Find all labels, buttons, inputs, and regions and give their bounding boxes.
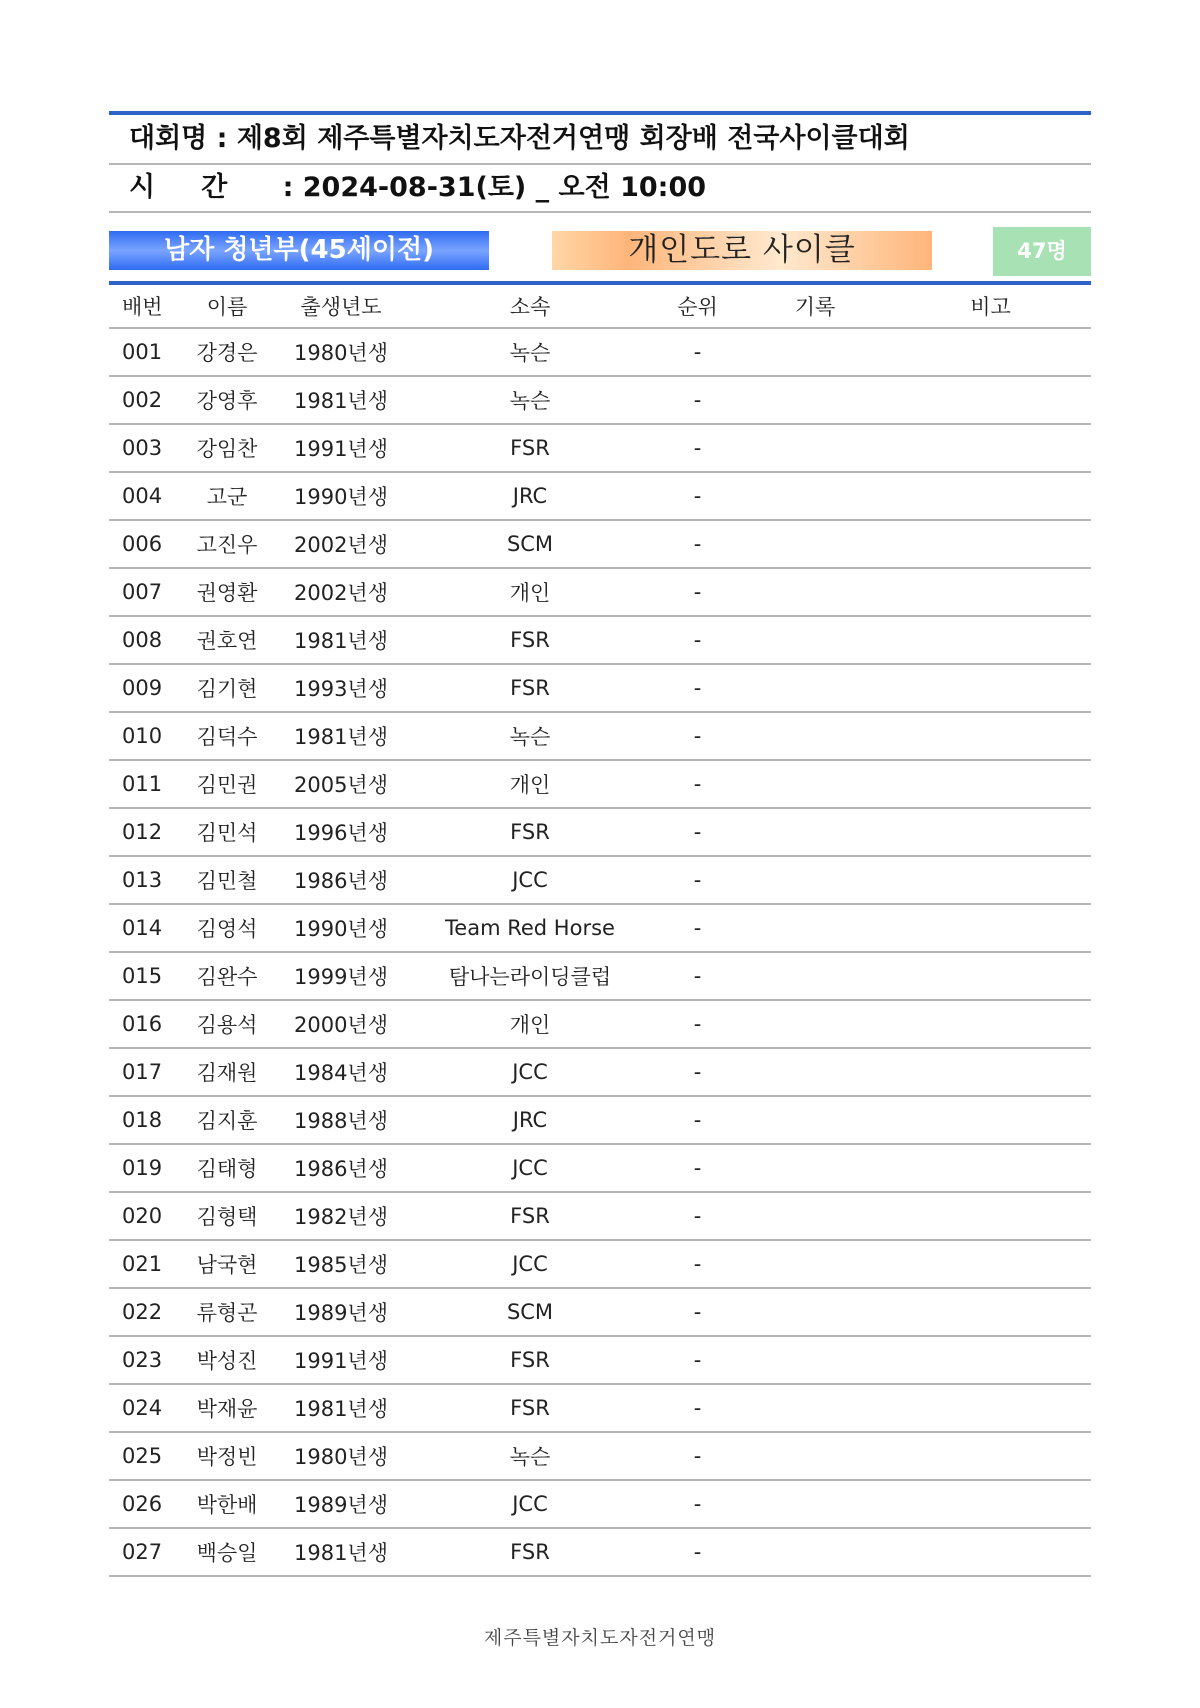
cell-rank: -	[655, 664, 740, 712]
cell-team: JCC	[405, 856, 655, 904]
cell-record	[740, 760, 890, 808]
table-row	[109, 664, 1091, 712]
cell-rank: -	[655, 1096, 740, 1144]
cell-bib: 024	[109, 1384, 177, 1432]
cell-record	[740, 1528, 890, 1576]
cell-birth-year: 1990년생	[277, 472, 405, 520]
cell-note	[890, 1336, 1091, 1384]
cell-team: JCC	[405, 1048, 655, 1096]
cell-rank: -	[655, 1048, 740, 1096]
cell-rank: -	[655, 1528, 740, 1576]
cell-bib: 012	[109, 808, 177, 856]
cell-rank: -	[655, 1192, 740, 1240]
cell-rank: -	[655, 952, 740, 1000]
cell-name: 박성진	[177, 1336, 277, 1384]
table-row	[109, 1192, 1091, 1240]
cell-name: 김지훈	[177, 1096, 277, 1144]
cell-team: JRC	[405, 1096, 655, 1144]
cell-bib: 017	[109, 1048, 177, 1096]
table-row	[109, 1432, 1091, 1480]
cell-note	[890, 904, 1091, 952]
header-record: 기록	[740, 285, 890, 328]
cell-bib: 002	[109, 376, 177, 424]
cell-note	[890, 760, 1091, 808]
cell-name: 류형곤	[177, 1288, 277, 1336]
cell-team: 녹슨	[405, 328, 655, 376]
cell-birth-year: 1990년생	[277, 904, 405, 952]
cell-birth-year: 1986년생	[277, 1144, 405, 1192]
cell-team: 녹슨	[405, 712, 655, 760]
cell-team: 개인	[405, 1000, 655, 1048]
cell-bib: 011	[109, 760, 177, 808]
cell-team: FSR	[405, 1528, 655, 1576]
cell-birth-year: 2002년생	[277, 568, 405, 616]
time-value: : 2024-08-31(토) _ 오전 10:00	[273, 172, 707, 203]
cell-birth-year: 2002년생	[277, 520, 405, 568]
footer-organization: 제주특별자치도자전거연맹	[483, 1627, 717, 1649]
cell-team: FSR	[405, 424, 655, 472]
entry-list-page	[109, 111, 1091, 1577]
cell-note	[890, 1144, 1091, 1192]
cell-birth-year: 1991년생	[277, 424, 405, 472]
cell-note	[890, 808, 1091, 856]
cell-record	[740, 568, 890, 616]
cell-team: JCC	[405, 1240, 655, 1288]
cell-bib: 001	[109, 328, 177, 376]
cell-name: 강영후	[177, 376, 277, 424]
cell-note	[890, 1528, 1091, 1576]
cell-bib: 004	[109, 472, 177, 520]
cell-bib: 018	[109, 1096, 177, 1144]
cell-record	[740, 856, 890, 904]
cell-team: FSR	[405, 664, 655, 712]
cell-record	[740, 1480, 890, 1528]
cell-name: 김태형	[177, 1144, 277, 1192]
cell-bib: 026	[109, 1480, 177, 1528]
cell-note	[890, 1192, 1091, 1240]
competition-title: 대회명 : 제8회 제주특별자치도자전거연맹 회장배 전국사이클대회	[109, 115, 1091, 165]
table-row	[109, 760, 1091, 808]
cell-team: FSR	[405, 808, 655, 856]
cell-rank: -	[655, 808, 740, 856]
cell-team: JCC	[405, 1480, 655, 1528]
cell-birth-year: 1981년생	[277, 1384, 405, 1432]
cell-birth-year: 1986년생	[277, 856, 405, 904]
cell-record	[740, 1384, 890, 1432]
cell-bib: 013	[109, 856, 177, 904]
cell-rank: -	[655, 376, 740, 424]
cell-record	[740, 1336, 890, 1384]
cell-bib: 020	[109, 1192, 177, 1240]
cell-birth-year: 1996년생	[277, 808, 405, 856]
cell-rank: -	[655, 760, 740, 808]
cell-record	[740, 520, 890, 568]
cell-record	[740, 424, 890, 472]
cell-bib: 022	[109, 1288, 177, 1336]
cell-team: FSR	[405, 1336, 655, 1384]
cell-name: 권호연	[177, 616, 277, 664]
time-label: 시간	[129, 172, 274, 203]
cell-record	[740, 1288, 890, 1336]
cell-record	[740, 328, 890, 376]
cell-name: 박재윤	[177, 1384, 277, 1432]
cell-name: 남국현	[177, 1240, 277, 1288]
cell-record	[740, 616, 890, 664]
cell-record	[740, 1432, 890, 1480]
header-rank: 순위	[655, 285, 740, 328]
cell-team: 녹슨	[405, 376, 655, 424]
cell-team: 녹슨	[405, 1432, 655, 1480]
cell-name: 김기현	[177, 664, 277, 712]
table-row	[109, 952, 1091, 1000]
cell-rank: -	[655, 424, 740, 472]
cell-bib: 003	[109, 424, 177, 472]
table-row	[109, 808, 1091, 856]
cell-bib: 009	[109, 664, 177, 712]
cell-name: 김민권	[177, 760, 277, 808]
cell-bib: 016	[109, 1000, 177, 1048]
cell-bib: 021	[109, 1240, 177, 1288]
cell-note	[890, 472, 1091, 520]
table-row	[109, 376, 1091, 424]
cell-note	[890, 856, 1091, 904]
cell-team: 탐나는라이딩클럽	[405, 952, 655, 1000]
header-birth-year: 출생년도	[277, 285, 405, 328]
table-row	[109, 1480, 1091, 1528]
table-row	[109, 904, 1091, 952]
cell-team: FSR	[405, 1192, 655, 1240]
cell-birth-year: 1981년생	[277, 376, 405, 424]
cell-rank: -	[655, 712, 740, 760]
cell-birth-year: 1985년생	[277, 1240, 405, 1288]
cell-team: Team Red Horse	[405, 904, 655, 952]
cell-birth-year: 2005년생	[277, 760, 405, 808]
table-row	[109, 1240, 1091, 1288]
cell-birth-year: 2000년생	[277, 1000, 405, 1048]
table-row	[109, 1528, 1091, 1576]
cell-record	[740, 376, 890, 424]
cell-name: 고군	[177, 472, 277, 520]
cell-note	[890, 1048, 1091, 1096]
cell-birth-year: 1981년생	[277, 616, 405, 664]
table-row	[109, 1048, 1091, 1096]
cell-bib: 023	[109, 1336, 177, 1384]
table-row	[109, 616, 1091, 664]
cell-name: 김덕수	[177, 712, 277, 760]
cell-team: 개인	[405, 568, 655, 616]
table-row	[109, 1000, 1091, 1048]
cell-rank: -	[655, 328, 740, 376]
cell-birth-year: 1988년생	[277, 1096, 405, 1144]
table-row	[109, 328, 1091, 376]
cell-note	[890, 1480, 1091, 1528]
cell-note	[890, 1000, 1091, 1048]
cell-bib: 015	[109, 952, 177, 1000]
cell-name: 백승일	[177, 1528, 277, 1576]
cell-record	[740, 1000, 890, 1048]
cell-record	[740, 904, 890, 952]
cell-note	[890, 952, 1091, 1000]
cell-rank: -	[655, 1288, 740, 1336]
cell-note	[890, 376, 1091, 424]
cell-name: 김재원	[177, 1048, 277, 1096]
entrant-count-badge: 47명	[993, 227, 1091, 276]
cell-name: 김용석	[177, 1000, 277, 1048]
cell-rank: -	[655, 1240, 740, 1288]
cell-rank: -	[655, 1384, 740, 1432]
table-row	[109, 1096, 1091, 1144]
cell-team: SCM	[405, 520, 655, 568]
cell-note	[890, 1288, 1091, 1336]
cell-note	[890, 1384, 1091, 1432]
cell-record	[740, 1192, 890, 1240]
header-name: 이름	[177, 285, 277, 328]
cell-birth-year: 1989년생	[277, 1480, 405, 1528]
division-badge: 남자 청년부(45세이전)	[109, 231, 489, 270]
cell-name: 강경은	[177, 328, 277, 376]
cell-record	[740, 1096, 890, 1144]
cell-rank: -	[655, 1336, 740, 1384]
cell-name: 박한배	[177, 1480, 277, 1528]
table-row	[109, 472, 1091, 520]
cell-birth-year: 1980년생	[277, 328, 405, 376]
table-row	[109, 424, 1091, 472]
cell-bib: 010	[109, 712, 177, 760]
cell-bib: 019	[109, 1144, 177, 1192]
cell-record	[740, 664, 890, 712]
cell-bib: 014	[109, 904, 177, 952]
cell-rank: -	[655, 1000, 740, 1048]
cell-birth-year: 1989년생	[277, 1288, 405, 1336]
cell-name: 김민석	[177, 808, 277, 856]
cell-birth-year: 1980년생	[277, 1432, 405, 1480]
cell-record	[740, 1240, 890, 1288]
cell-rank: -	[655, 1480, 740, 1528]
cell-record	[740, 952, 890, 1000]
table-row	[109, 520, 1091, 568]
table-row	[109, 1288, 1091, 1336]
cell-birth-year: 1993년생	[277, 664, 405, 712]
cell-team: JRC	[405, 472, 655, 520]
cell-birth-year: 1981년생	[277, 1528, 405, 1576]
cell-name: 김영석	[177, 904, 277, 952]
cell-team: FSR	[405, 616, 655, 664]
cell-rank: -	[655, 1432, 740, 1480]
table-row	[109, 1384, 1091, 1432]
cell-rank: -	[655, 1144, 740, 1192]
time-row	[109, 165, 1091, 213]
cell-record	[740, 808, 890, 856]
cell-name: 김완수	[177, 952, 277, 1000]
cell-note	[890, 664, 1091, 712]
banner-row	[109, 213, 1091, 281]
table-header-row	[109, 285, 1091, 328]
cell-note	[890, 520, 1091, 568]
cell-note	[890, 1096, 1091, 1144]
header-team: 소속	[405, 285, 655, 328]
cell-team: 개인	[405, 760, 655, 808]
cell-name: 김민철	[177, 856, 277, 904]
cell-note	[890, 616, 1091, 664]
cell-bib: 008	[109, 616, 177, 664]
cell-note	[890, 424, 1091, 472]
table-row	[109, 856, 1091, 904]
header-bib: 배번	[109, 285, 177, 328]
cell-rank: -	[655, 520, 740, 568]
cell-record	[740, 1144, 890, 1192]
cell-birth-year: 1982년생	[277, 1192, 405, 1240]
cell-rank: -	[655, 568, 740, 616]
cell-team: JCC	[405, 1144, 655, 1192]
cell-rank: -	[655, 616, 740, 664]
table-row	[109, 712, 1091, 760]
cell-bib: 007	[109, 568, 177, 616]
cell-birth-year: 1981년생	[277, 712, 405, 760]
cell-bib: 027	[109, 1528, 177, 1576]
cell-rank: -	[655, 904, 740, 952]
cell-birth-year: 1991년생	[277, 1336, 405, 1384]
cell-name: 강임찬	[177, 424, 277, 472]
table-row	[109, 1144, 1091, 1192]
cell-record	[740, 712, 890, 760]
cell-bib: 025	[109, 1432, 177, 1480]
cell-name: 권영환	[177, 568, 277, 616]
cell-record	[740, 1048, 890, 1096]
cell-name: 김형택	[177, 1192, 277, 1240]
cell-birth-year: 1999년생	[277, 952, 405, 1000]
cell-note	[890, 712, 1091, 760]
cell-name: 박정빈	[177, 1432, 277, 1480]
table-row	[109, 1336, 1091, 1384]
entry-table	[109, 285, 1091, 1577]
cell-note	[890, 1432, 1091, 1480]
cell-rank: -	[655, 856, 740, 904]
cell-note	[890, 1240, 1091, 1288]
cell-team: FSR	[405, 1384, 655, 1432]
table-row	[109, 568, 1091, 616]
cell-team: SCM	[405, 1288, 655, 1336]
cell-rank: -	[655, 472, 740, 520]
cell-note	[890, 568, 1091, 616]
cell-note	[890, 328, 1091, 376]
cell-record	[740, 472, 890, 520]
event-badge: 개인도로 사이클	[552, 231, 932, 270]
cell-birth-year: 1984년생	[277, 1048, 405, 1096]
header-note: 비고	[890, 285, 1091, 328]
cell-bib: 006	[109, 520, 177, 568]
cell-name: 고진우	[177, 520, 277, 568]
